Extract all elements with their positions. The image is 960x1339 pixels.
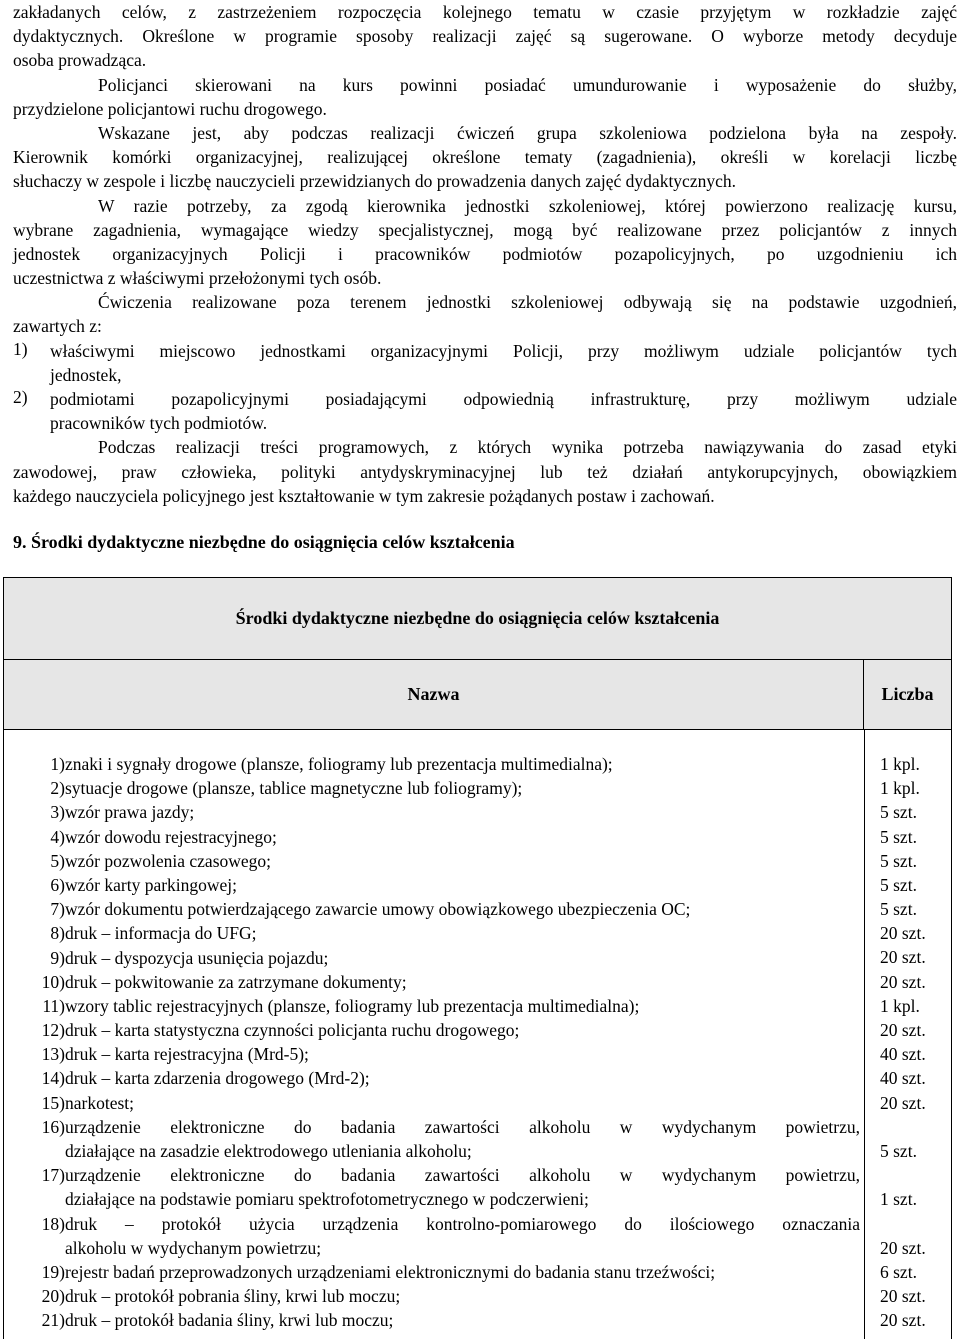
row-name-line: druk – karta zdarzenia drogowego (Mrd-2); [65,1068,370,1089]
table-row [4,897,951,921]
row-name-line: wzór pozwolenia czasowego; [65,850,272,871]
paragraph [13,73,957,121]
row-number: 17) [41,1165,65,1186]
row-name-line: alkoholu w wydychanym powietrzu; [65,1237,322,1258]
row-number: 15) [41,1092,65,1113]
text-line: Policjanci skierowani na kurs powinni posiadać umundurowanie i wyposażenie do służby, [98,74,957,95]
row-name-line: znaki i sygnały drogowe (plansze, foliogramy lub prezentacja multimedialna); [65,754,613,774]
row-name [65,897,860,921]
table-row [4,946,951,970]
row-name-line: druk – dyspozycja usunięcia pojazdu; [65,947,329,968]
row-name-line: wzór dokumentu potwierdzającego zawarcie umowy obowiązkowego ubezpieczenia OC; [65,899,691,920]
row-name [65,994,860,1018]
row-count: 20 szt. [880,1092,926,1113]
row-count: 5 szt. [880,850,917,871]
row-count: 1 kpl. [880,753,920,774]
table-row [4,1308,951,1332]
text-line: podmiotami pozapolicyjnymi posiadającymi odpowiednią infrastrukturę, przy możliwym udziale [50,389,957,409]
table-row [4,1091,951,1115]
row-name [65,1018,860,1042]
row-number: 4) [50,826,65,847]
row-count: 5 szt. [880,899,917,920]
row-name-line: urządzenie elektroniczne do badania zawartości alkoholu w wydychanym powietrzu, [65,1116,860,1137]
body-text [13,0,957,508]
row-count: 20 szt. [880,947,926,968]
table-row [4,1115,951,1163]
table-row [4,825,951,849]
row-count: 6 szt. [880,1261,917,1282]
list-item [13,339,957,387]
row-number: 10) [41,971,65,992]
row-number: 9) [50,947,65,968]
column-header-name: Nazwa [4,660,864,729]
paragraph [13,194,957,291]
section-heading: 9. Środki dydaktyczne niezbędne do osiągnięcia celów kształcenia [13,532,515,552]
row-name-line: druk – protokół badania śliny, krwi lub moczu; [65,1310,394,1331]
row-name [65,1066,860,1090]
list-item-number: 2) [13,387,28,407]
row-number: 5) [50,850,65,871]
row-name [65,1284,860,1308]
row-name [65,873,860,897]
row-name-line: wzory tablic rejestracyjnych (plansze, foliogramy lub prezentacja multimedialna); [65,995,640,1016]
text-line: jednostek organizacyjnych Policji i pracowników podmiotów pozapolicyjnych, po uzgodnieniu ich [13,243,957,264]
row-name-line: narkotest; [65,1092,135,1113]
row-name [65,1042,860,1066]
text-line: osoba prowadząca. [13,50,147,71]
table-row [4,1042,951,1066]
text-line: jednostek, [50,364,122,385]
table-row [4,1212,951,1260]
table-row [4,1163,951,1211]
row-count: 5 szt. [880,802,917,823]
row-count: 20 szt. [880,923,926,944]
row-count: 1 kpl. [880,995,920,1016]
table-header-row [4,660,951,730]
row-number: 21) [41,1310,65,1331]
text-line: Kierownik komórki organizacyjnej, realizującej określone tematy (zagadnienia), określi w korelacji liczbę [13,147,957,168]
row-name-line: działające na podstawie pomiaru spektrofotometrycznego w podczerwieni; [65,1189,589,1210]
row-number: 12) [41,1020,65,1041]
row-number: 7) [50,899,65,920]
row-name [65,825,860,849]
row-number: 2) [50,778,65,799]
table-row [4,1018,951,1042]
table-title: Środki dydaktyczne niezbędne do osiągnięcia celów kształcenia [4,578,951,660]
row-name-line: druk – pokwitowanie za zatrzymane dokumenty; [65,971,407,992]
row-count: 20 szt. [880,1020,926,1041]
row-name-line: druk – informacja do UFG; [65,923,257,944]
table-row [4,800,951,824]
row-name [65,800,860,824]
didactic-means-table [3,577,952,1339]
row-number: 14) [41,1068,65,1089]
list-item-number: 1) [13,338,28,359]
row-number: 3) [50,802,65,823]
row-name [65,752,860,776]
column-header-count: Liczba [881,684,934,704]
table-row [4,921,951,945]
row-name-line: druk – protokół użycia urządzenia kontrolno-pomiarowego do ilościowego oznaczania [65,1213,860,1234]
row-name-line: urządzenie elektroniczne do badania zawartości alkoholu w wydychanym powietrzu, [65,1165,860,1186]
table-row [4,849,951,873]
row-name-line: sytuacje drogowe (plansze, tablice magnetyczne lub foliogramy); [65,778,523,799]
table-row [4,1260,951,1284]
table-row [4,994,951,1018]
table-row [4,873,951,897]
paragraph [13,290,957,338]
row-count: 5 szt. [880,1140,917,1161]
row-name [65,849,860,873]
row-count: 5 szt. [880,874,917,895]
row-name-line: wzór prawa jazdy; [65,802,195,823]
table-row [4,1066,951,1090]
row-number: 18) [41,1213,65,1234]
row-name-line: wzór karty parkingowej; [65,874,238,895]
row-number: 16) [41,1116,65,1137]
table-row [4,752,951,776]
row-count: 20 szt. [880,1310,926,1331]
row-name [65,1115,860,1163]
text-line: zakładanych celów, z zastrzeżeniem rozpoczęcia kolejnego tematu w czasie przyjętym w rozkładzie zajęć [13,2,957,22]
row-number: 20) [41,1286,65,1307]
row-count: 5 szt. [880,826,917,847]
text-line: każdego nauczyciela policyjnego jest kształtowanie w tym zakresie pożądanych postaw i zachowań. [13,485,715,506]
text-line: Wskazane jest, aby podczas realizacji ćwiczeń grupa szkoleniowa podzielona była na zespoły. [98,122,957,143]
text-line: właściwymi miejscowo jednostkami organizacyjnymi Policji, przy możliwym udziale policjantów tych [50,340,957,361]
text-line: W razie potrzeby, za zgodą kierownika jednostki szkoleniowej, której powierzono realizację kursu, [98,195,957,216]
row-name [65,970,860,994]
row-number: 19) [41,1261,65,1282]
row-count: 1 szt. [880,1189,917,1210]
paragraph [13,121,957,194]
row-name [65,1260,860,1284]
text-line: uczestnictwa z właściwymi przełożonymi tych osób. [13,268,382,289]
text-line: wybrane zagadnienia, wymagające wiedzy specjalistycznej, mogą być realizowane przez policjantów z innych [13,219,957,240]
table-row [4,1284,951,1308]
row-number: 6) [50,874,65,895]
row-name [65,776,860,800]
text-line: przydzielone policjantowi ruchu drogowego. [13,98,327,119]
text-line: słuchaczy w zespole i liczbę nauczycieli przewidzianych do prowadzenia danych zajęć dydaktycznych. [13,171,736,192]
row-count: 1 kpl. [880,778,920,799]
table-body [4,752,951,1333]
row-name [65,1163,860,1211]
row-name-line: działające na zasadzie elektrodowego utleniania alkoholu; [65,1141,472,1161]
row-number: 13) [41,1044,65,1065]
table-row [4,776,951,800]
row-name [65,1091,860,1115]
text-line: Podczas realizacji treści programowych, z których wynika potrzeba nawiązywania do zasad etyki [98,437,957,458]
row-number: 1) [50,754,65,774]
row-name-line: druk – protokół pobrania śliny, krwi lub moczu; [65,1286,401,1307]
row-number: 11) [42,995,65,1016]
text-line: Ćwiczenia realizowane poza terenem jednostki szkoleniowej odbywają się na podstawie uzgodnień, [98,292,957,313]
text-line: pracowników tych podmiotów. [50,413,268,434]
row-name [65,1212,860,1260]
table-row [4,970,951,994]
text-line: zawodowej, praw człowieka, polityki antydyskryminacyjnej lub też działań antykorupcyjnych, obowiązkiem [13,461,957,482]
row-name-line: wzór dowodu rejestracyjnego; [65,826,277,847]
row-name [65,1308,860,1332]
paragraph [13,0,957,73]
row-name [65,921,860,945]
row-count: 20 szt. [880,971,926,992]
row-name-line: druk – karta statystyczna czynności policjanta ruchu drogowego; [65,1020,520,1041]
row-name-line: druk – karta rejestracyjna (Mrd-5); [65,1044,309,1065]
paragraph [13,435,957,508]
row-name-line: rejestr badań przeprowadzonych urządzeniami elektronicznymi do badania stanu trzeźwości; [65,1261,716,1282]
row-count: 40 szt. [880,1068,926,1089]
row-name [65,946,860,970]
row-count: 20 szt. [880,1237,926,1258]
row-count: 20 szt. [880,1286,926,1307]
text-line: dydaktycznych. Określone w programie sposoby realizacji zajęć są sugerowane. O wyborze metody decyduje [13,26,957,47]
row-count: 40 szt. [880,1044,926,1065]
row-number: 8) [50,923,65,944]
text-line: zawartych z: [13,316,102,337]
list-item [13,387,957,435]
